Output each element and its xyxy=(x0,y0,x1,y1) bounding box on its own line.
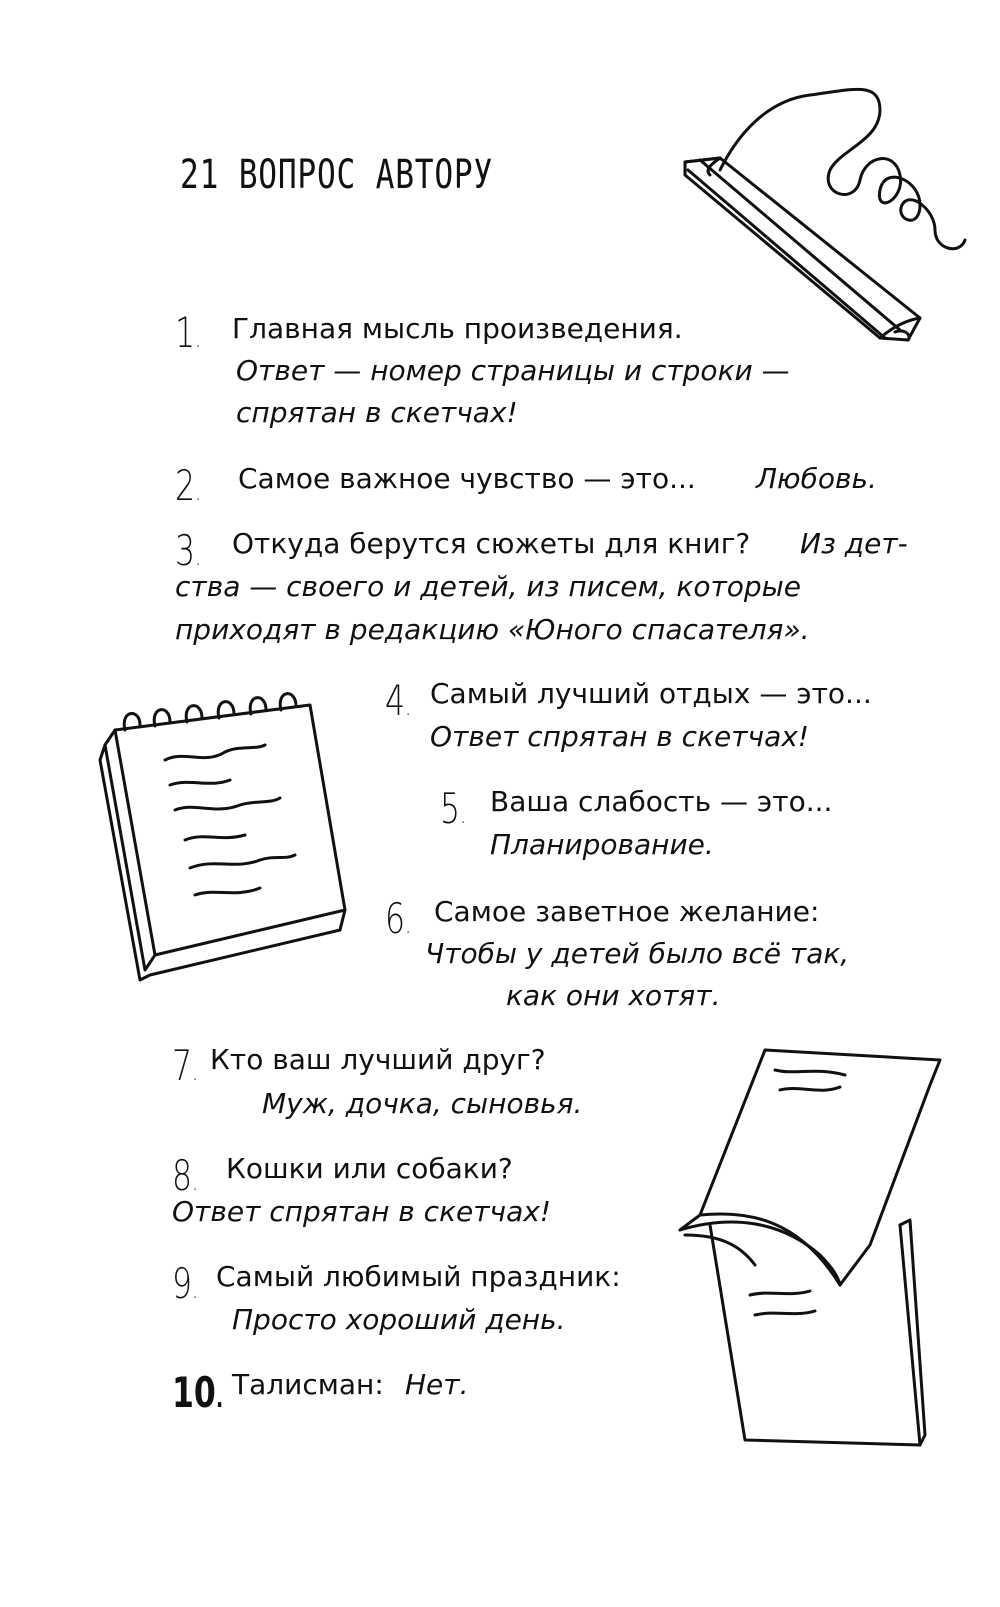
pencil-sketch-icon xyxy=(680,70,980,370)
list-item xyxy=(172,1151,207,1200)
item-question: Главная мысль произведения. xyxy=(232,312,683,345)
item-answer: Из дет- xyxy=(800,527,908,560)
item-answer: Планирование. xyxy=(490,828,714,861)
item-number: 8 . xyxy=(172,1155,198,1197)
item-answer: Ответ — номер страницы и строки — xyxy=(236,354,790,387)
item-answer: ства — своего и детей, из писем, которые xyxy=(175,570,802,603)
item-question: Откуда берутся сюжеты для книг? xyxy=(232,527,751,560)
item-answer: Ответ спрятан в скетчах! xyxy=(430,720,810,753)
item-question: Самый лучший отдых — это... xyxy=(430,677,872,710)
item-number: 7 . xyxy=(172,1045,198,1087)
item-answer: Просто хороший день. xyxy=(232,1303,566,1336)
item-number: 3 . xyxy=(175,530,201,572)
item-question: Талисман: xyxy=(232,1368,384,1401)
list-item xyxy=(175,461,210,510)
item-answer: Ответ спрятан в скетчах! xyxy=(172,1195,552,1228)
list-item xyxy=(172,1041,207,1090)
item-question: Самый любимый праздник: xyxy=(216,1260,621,1293)
item-number: 5 . xyxy=(440,788,466,830)
item-number: 4 . xyxy=(385,680,411,722)
item-question: Ваша слабость — это... xyxy=(490,785,833,818)
item-answer: приходят в редакцию «Юного спасателя». xyxy=(175,613,810,646)
list-item xyxy=(172,1259,207,1308)
item-answer: Нет. xyxy=(405,1368,469,1401)
item-number: 10 . xyxy=(172,1372,223,1414)
list-item xyxy=(175,526,210,575)
folded-paper-sketch-icon xyxy=(670,1045,960,1455)
page-title: 21 ВОПРОС АВТОРУ xyxy=(180,152,494,198)
item-answer: Муж, дочка, сыновья. xyxy=(262,1087,583,1120)
item-number: 9 . xyxy=(172,1263,198,1305)
list-item xyxy=(172,1368,240,1417)
item-question: Самое важное чувство — это... xyxy=(238,462,696,495)
item-answer: Чтобы у детей было всё так, xyxy=(425,937,850,970)
item-answer: как они хотят. xyxy=(506,979,721,1012)
list-item xyxy=(385,894,420,943)
notepad-sketch-icon xyxy=(95,690,355,980)
item-number: 6 . xyxy=(385,898,411,940)
item-question: Самое заветное желание: xyxy=(434,895,820,928)
item-question: Кто ваш лучший друг? xyxy=(210,1043,546,1076)
item-question: Кошки или собаки? xyxy=(226,1152,513,1185)
list-item xyxy=(385,676,420,725)
item-number: 2 . xyxy=(175,465,201,507)
item-answer: спрятан в скетчах! xyxy=(236,396,518,429)
item-answer: Любовь. xyxy=(756,462,877,495)
list-item xyxy=(175,308,210,357)
item-number: 1 . xyxy=(175,312,201,354)
list-item xyxy=(440,784,475,833)
